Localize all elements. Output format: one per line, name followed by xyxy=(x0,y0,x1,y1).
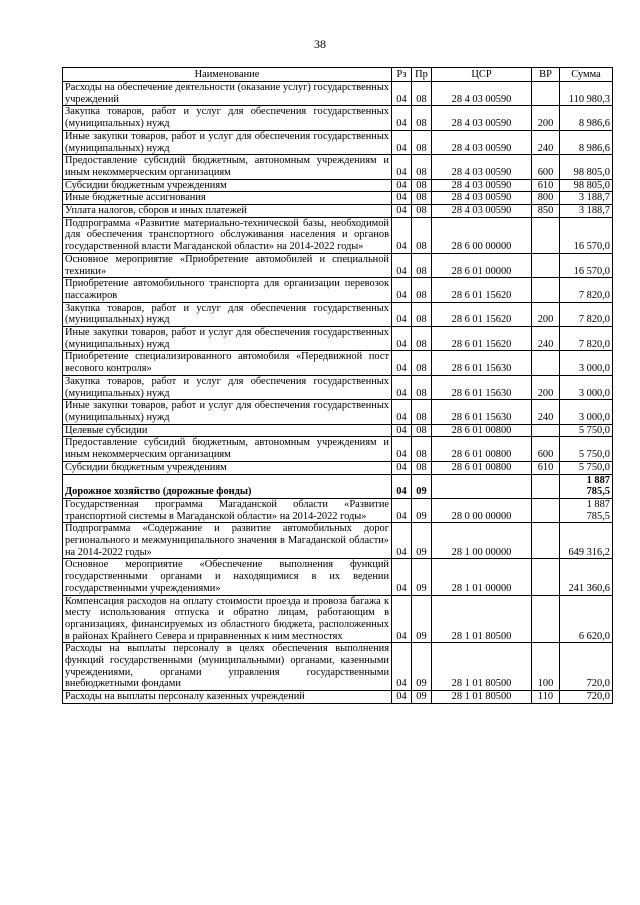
cell-csr: 28 6 01 15620 xyxy=(432,302,532,326)
table-row xyxy=(63,302,613,326)
table-row xyxy=(63,595,613,643)
cell-name: Подпрограмма «Развитие материально-технической базы, необходимой для обеспечения транспортного обслуживания населения и органов государственной власти Магаданской области» на 2014-2022 годы» xyxy=(63,217,392,253)
cell-pr: 09 xyxy=(412,523,432,559)
cell-vr xyxy=(532,523,560,559)
cell-csr: 28 4 03 00590 xyxy=(432,130,532,154)
cell-name: Предоставление субсидий бюджетным, автономным учреждениям и иным некоммерческим организациям xyxy=(63,155,392,179)
header-pr: Пр xyxy=(412,68,432,82)
cell-rz: 04 xyxy=(392,278,412,302)
table-row xyxy=(63,106,613,130)
cell-pr: 08 xyxy=(412,327,432,351)
cell-name: Дорожное хозяйство (дорожные фонды) xyxy=(63,474,392,498)
table-row xyxy=(63,559,613,595)
cell-name: Иные закупки товаров, работ и услуг для обеспечения государственных (муниципальных) нужд xyxy=(63,327,392,351)
cell-csr: 28 6 01 15630 xyxy=(432,400,532,424)
cell-vr xyxy=(532,595,560,643)
cell-pr: 08 xyxy=(412,424,432,437)
cell-csr: 28 6 01 15620 xyxy=(432,278,532,302)
cell-csr: 28 6 01 00800 xyxy=(432,461,532,474)
cell-rz: 04 xyxy=(392,498,412,522)
header-csr: ЦСР xyxy=(432,68,532,82)
cell-pr: 08 xyxy=(412,461,432,474)
cell-vr xyxy=(532,498,560,522)
cell-name: Закупка товаров, работ и услуг для обеспечения государственных (муниципальных) нужд xyxy=(63,375,392,399)
cell-name: Предоставление субсидий бюджетным, автономным учреждениям и иным некоммерческим организациям xyxy=(63,437,392,461)
cell-vr xyxy=(532,351,560,375)
cell-rz: 04 xyxy=(392,691,412,704)
cell-name: Закупка товаров, работ и услуг для обеспечения государственных (муниципальных) нужд xyxy=(63,302,392,326)
cell-csr: 28 6 01 15630 xyxy=(432,351,532,375)
cell-sum: 5 750,0 xyxy=(560,437,613,461)
cell-sum: 649 316,2 xyxy=(560,523,613,559)
cell-sum: 5 750,0 xyxy=(560,461,613,474)
cell-csr: 28 4 03 00590 xyxy=(432,192,532,205)
cell-csr: 28 6 01 15630 xyxy=(432,375,532,399)
cell-pr: 08 xyxy=(412,205,432,218)
cell-rz: 04 xyxy=(392,595,412,643)
cell-vr: 200 xyxy=(532,106,560,130)
cell-rz: 04 xyxy=(392,217,412,253)
cell-vr xyxy=(532,559,560,595)
cell-name: Приобретение автомобильного транспорта для организации перевозок пассажиров xyxy=(63,278,392,302)
cell-vr: 200 xyxy=(532,375,560,399)
cell-csr: 28 6 01 15620 xyxy=(432,327,532,351)
cell-name: Субсидии бюджетным учреждениям xyxy=(63,179,392,192)
table-row xyxy=(63,82,613,106)
cell-csr: 28 1 01 80500 xyxy=(432,643,532,691)
cell-sum: 8 986,6 xyxy=(560,130,613,154)
cell-sum: 3 188,7 xyxy=(560,192,613,205)
table-row xyxy=(63,351,613,375)
table-row xyxy=(63,130,613,154)
cell-sum: 8 986,6 xyxy=(560,106,613,130)
cell-pr: 08 xyxy=(412,302,432,326)
cell-pr: 08 xyxy=(412,375,432,399)
cell-pr: 09 xyxy=(412,498,432,522)
cell-pr: 09 xyxy=(412,595,432,643)
cell-rz: 04 xyxy=(392,437,412,461)
page-number: 38 xyxy=(314,37,326,51)
cell-vr xyxy=(532,424,560,437)
cell-csr: 28 1 00 00000 xyxy=(432,523,532,559)
cell-vr xyxy=(532,278,560,302)
cell-csr xyxy=(432,474,532,498)
cell-sum: 1 887 785,5 xyxy=(560,498,613,522)
cell-vr: 600 xyxy=(532,437,560,461)
cell-rz: 04 xyxy=(392,643,412,691)
cell-vr: 110 xyxy=(532,691,560,704)
cell-pr: 08 xyxy=(412,155,432,179)
table-row xyxy=(63,498,613,522)
cell-vr xyxy=(532,217,560,253)
cell-vr xyxy=(532,253,560,277)
cell-sum: 3 000,0 xyxy=(560,375,613,399)
cell-vr xyxy=(532,82,560,106)
cell-rz: 04 xyxy=(392,130,412,154)
cell-csr: 28 6 00 00000 xyxy=(432,217,532,253)
cell-sum: 16 570,0 xyxy=(560,253,613,277)
header-name: Наименование xyxy=(63,68,392,82)
cell-pr: 09 xyxy=(412,691,432,704)
table-row xyxy=(63,375,613,399)
table-row xyxy=(63,217,613,253)
cell-pr: 08 xyxy=(412,437,432,461)
cell-name: Основное мероприятие «Приобретение автомобилей и специальной техники» xyxy=(63,253,392,277)
cell-vr: 850 xyxy=(532,205,560,218)
table-row xyxy=(63,179,613,192)
cell-rz: 04 xyxy=(392,461,412,474)
cell-sum: 720,0 xyxy=(560,643,613,691)
cell-pr: 08 xyxy=(412,400,432,424)
cell-vr: 240 xyxy=(532,327,560,351)
cell-name: Компенсация расходов на оплату стоимости проезда и провоза багажа к месту использования отпуска и обратно лицам, работающим в организациях, финансируемых из областного бюджета, расположенных в районах Крайнего Севера и приравненных к ним местностях xyxy=(63,595,392,643)
cell-rz: 04 xyxy=(392,253,412,277)
cell-rz: 04 xyxy=(392,400,412,424)
cell-sum: 1 887 785,5 xyxy=(560,474,613,498)
budget-table xyxy=(62,67,613,704)
cell-name: Расходы на выплаты персоналу казенных учреждений xyxy=(63,691,392,704)
cell-pr: 08 xyxy=(412,130,432,154)
cell-name: Уплата налогов, сборов и иных платежей xyxy=(63,205,392,218)
cell-csr: 28 6 01 00800 xyxy=(432,437,532,461)
cell-rz: 04 xyxy=(392,523,412,559)
cell-pr: 09 xyxy=(412,474,432,498)
cell-name: Субсидии бюджетным учреждениям xyxy=(63,461,392,474)
cell-csr: 28 4 03 00590 xyxy=(432,106,532,130)
cell-sum: 5 750,0 xyxy=(560,424,613,437)
cell-pr: 08 xyxy=(412,217,432,253)
table-row xyxy=(63,461,613,474)
header-sum: Сумма xyxy=(560,68,613,82)
table-row xyxy=(63,278,613,302)
cell-sum: 6 620,0 xyxy=(560,595,613,643)
cell-rz: 04 xyxy=(392,155,412,179)
table-row xyxy=(63,400,613,424)
cell-pr: 08 xyxy=(412,192,432,205)
cell-csr: 28 6 01 00800 xyxy=(432,424,532,437)
cell-rz: 04 xyxy=(392,205,412,218)
cell-rz: 04 xyxy=(392,106,412,130)
cell-sum: 7 820,0 xyxy=(560,278,613,302)
cell-vr: 800 xyxy=(532,192,560,205)
table-row xyxy=(63,643,613,691)
table-row xyxy=(63,327,613,351)
cell-name: Целевые субсидии xyxy=(63,424,392,437)
cell-csr: 28 4 03 00590 xyxy=(432,205,532,218)
cell-csr: 28 1 01 80500 xyxy=(432,595,532,643)
cell-vr: 600 xyxy=(532,155,560,179)
table-row xyxy=(63,437,613,461)
cell-sum: 110 980,3 xyxy=(560,82,613,106)
cell-sum: 241 360,6 xyxy=(560,559,613,595)
cell-rz: 04 xyxy=(392,179,412,192)
table-row xyxy=(63,155,613,179)
cell-sum: 3 000,0 xyxy=(560,400,613,424)
cell-csr: 28 4 03 00590 xyxy=(432,155,532,179)
cell-name: Иные закупки товаров, работ и услуг для обеспечения государственных (муниципальных) нужд xyxy=(63,400,392,424)
cell-pr: 08 xyxy=(412,351,432,375)
table-body xyxy=(63,82,613,704)
cell-csr: 28 4 03 00590 xyxy=(432,82,532,106)
table-row xyxy=(63,474,613,498)
cell-rz: 04 xyxy=(392,375,412,399)
cell-vr: 200 xyxy=(532,302,560,326)
table-row xyxy=(63,253,613,277)
cell-name: Расходы на обеспечение деятельности (оказание услуг) государственных учреждений xyxy=(63,82,392,106)
table-row xyxy=(63,523,613,559)
cell-vr: 240 xyxy=(532,130,560,154)
header-rz: Рз xyxy=(392,68,412,82)
cell-sum: 98 805,0 xyxy=(560,155,613,179)
cell-pr: 08 xyxy=(412,82,432,106)
cell-sum: 7 820,0 xyxy=(560,302,613,326)
cell-vr xyxy=(532,474,560,498)
cell-pr: 09 xyxy=(412,559,432,595)
cell-csr: 28 6 01 00000 xyxy=(432,253,532,277)
cell-sum: 98 805,0 xyxy=(560,179,613,192)
cell-sum: 3 188,7 xyxy=(560,205,613,218)
cell-rz: 04 xyxy=(392,327,412,351)
cell-csr: 28 1 01 00000 xyxy=(432,559,532,595)
table-row xyxy=(63,691,613,704)
cell-csr: 28 1 01 80500 xyxy=(432,691,532,704)
cell-rz: 04 xyxy=(392,192,412,205)
cell-name: Иные закупки товаров, работ и услуг для обеспечения государственных (муниципальных) нужд xyxy=(63,130,392,154)
cell-rz: 04 xyxy=(392,424,412,437)
cell-pr: 08 xyxy=(412,106,432,130)
cell-csr: 28 0 00 00000 xyxy=(432,498,532,522)
table-row xyxy=(63,424,613,437)
cell-pr: 09 xyxy=(412,643,432,691)
cell-name: Расходы на выплаты персоналу в целях обеспечения выполнения функций государственными (муниципальными) органами, казенными учреждениями, органами управления государственными внебюджетными фондами xyxy=(63,643,392,691)
cell-name: Закупка товаров, работ и услуг для обеспечения государственных (муниципальных) нужд xyxy=(63,106,392,130)
table-row xyxy=(63,192,613,205)
cell-csr: 28 4 03 00590 xyxy=(432,179,532,192)
cell-vr: 240 xyxy=(532,400,560,424)
cell-rz: 04 xyxy=(392,351,412,375)
header-vr: ВР xyxy=(532,68,560,82)
cell-rz: 04 xyxy=(392,559,412,595)
cell-vr: 610 xyxy=(532,461,560,474)
cell-name: Основное мероприятие «Обеспечение выполнения функций государственными органами и находящимися в их ведении государственными учреждениями» xyxy=(63,559,392,595)
cell-name: Подпрограмма «Содержание и развитие автомобильных дорог регионального и межмуниципального значения в Магаданской области» на 2014-2022 годы» xyxy=(63,523,392,559)
cell-pr: 08 xyxy=(412,278,432,302)
cell-vr: 100 xyxy=(532,643,560,691)
cell-sum: 16 570,0 xyxy=(560,217,613,253)
table-header-row xyxy=(63,68,613,82)
cell-name: Иные бюджетные ассигнования xyxy=(63,192,392,205)
cell-name: Государственная программа Магаданской области «Развитие транспортной системы в Магаданской области» на 2014-2022 годы» xyxy=(63,498,392,522)
table-row xyxy=(63,205,613,218)
cell-rz: 04 xyxy=(392,82,412,106)
cell-pr: 08 xyxy=(412,253,432,277)
cell-rz: 04 xyxy=(392,302,412,326)
cell-vr: 610 xyxy=(532,179,560,192)
cell-pr: 08 xyxy=(412,179,432,192)
cell-sum: 3 000,0 xyxy=(560,351,613,375)
cell-rz: 04 xyxy=(392,474,412,498)
cell-sum: 7 820,0 xyxy=(560,327,613,351)
cell-sum: 720,0 xyxy=(560,691,613,704)
cell-name: Приобретение специализированного автомобиля «Передвижной пост весового контроля» xyxy=(63,351,392,375)
